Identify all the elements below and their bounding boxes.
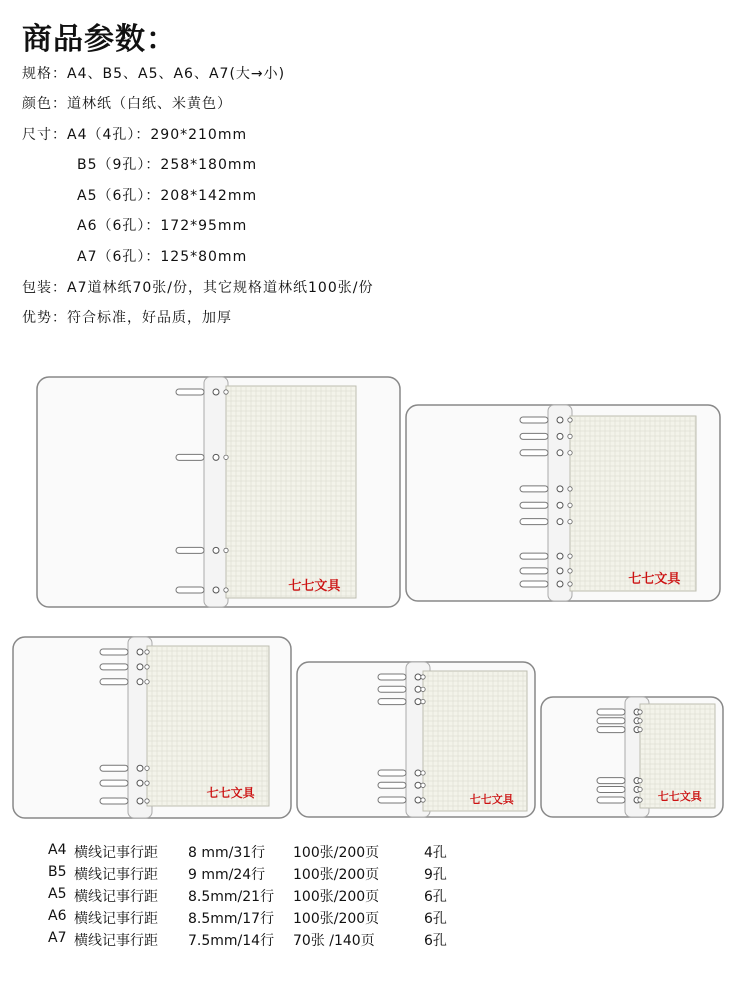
punch-hole [421,798,425,802]
binder-ring [520,450,548,456]
table-cell-sheets: 100张/200页 [293,911,380,927]
page-title: 商品参数： [22,22,177,57]
binder-ring [176,454,204,460]
binder-ring [100,649,128,655]
brand-label: 七七文具 [288,578,341,594]
punch-hole [638,719,642,723]
punch-hole [224,390,228,394]
table-cell-desc: 横线记事行距 [74,911,158,927]
binder-ring [597,786,625,792]
table-cell-holes: 4孔 [424,845,447,861]
punch-hole [568,418,572,422]
punch-hole [638,787,642,791]
punch-hole [145,781,149,785]
table-cell-holes: 6孔 [424,911,447,927]
spec-color: 颜色：道林纸（白纸、米黄色） [22,96,232,112]
punch-hole [568,569,572,573]
binder-a5 [12,636,292,819]
binder-ring [378,797,406,803]
ring-post [557,581,563,587]
binder-ring [100,765,128,771]
binder-ring [378,674,406,680]
spec-dims-a7: A7（6孔）：125*80mm [77,249,248,265]
table-cell-desc: 横线记事行距 [74,889,158,905]
ring-post [415,674,421,680]
table-cell-desc: 横线记事行距 [74,933,158,949]
ring-post [213,547,219,553]
punch-hole [638,727,642,731]
binder-ring [520,553,548,559]
binder-a7 [540,696,724,818]
ring-post [415,699,421,705]
punch-hole [421,771,425,775]
binder-ring [378,770,406,776]
punch-hole [638,798,642,802]
table-cell-spacing: 8 mm/31行 [188,845,266,861]
binder-ring [597,709,625,715]
binder-ring [176,389,204,395]
ring-post [557,553,563,559]
punch-hole [568,519,572,523]
punch-hole [638,710,642,714]
table-cell-spacing: 8.5mm/17行 [188,911,275,927]
binder-ring [597,778,625,784]
punch-hole [568,582,572,586]
binder-b5 [405,404,721,602]
table-cell-holes: 6孔 [424,933,447,949]
binder-ring [520,417,548,423]
punch-hole [568,451,572,455]
table-cell-size: A6 [48,908,67,924]
table-cell-size: B5 [48,864,67,880]
table-cell-holes: 6孔 [424,889,447,905]
binder-a4 [36,376,401,608]
punch-hole [145,650,149,654]
table-cell-spacing: 9 mm/24行 [188,867,266,883]
binder-ring [597,718,625,724]
ring-post [137,664,143,670]
ring-post [557,433,563,439]
binder-ring [100,780,128,786]
punch-hole [421,687,425,691]
table-cell-sheets: 70张 /140页 [293,933,375,949]
table-cell-size: A4 [48,842,67,858]
brand-label: 七七文具 [206,786,255,801]
spec-size: 规格：A4、B5、A5、A6、A7(大→小) [22,66,286,82]
binder-ring [378,782,406,788]
binder-spine [204,377,228,607]
ring-post [557,568,563,574]
table-cell-sheets: 100张/200页 [293,889,380,905]
punch-hole [568,503,572,507]
binder-a6 [296,661,536,818]
punch-hole [638,778,642,782]
ring-post [557,486,563,492]
punch-hole [568,487,572,491]
paper-sheet [570,416,696,591]
ring-post [415,770,421,776]
spec-packing: 包装：A7道林纸70张/份，其它规格道林纸100张/份 [22,280,374,296]
binder-ring [597,797,625,803]
ring-post [557,502,563,508]
brand-label: 七七文具 [628,571,681,587]
binder-ring [520,568,548,574]
binder-ring [100,679,128,685]
binder-ring [520,502,548,508]
table-cell-spacing: 8.5mm/21行 [188,889,275,905]
ring-post [415,686,421,692]
spec-dims-a5: A5（6孔）：208*142mm [77,188,258,204]
ring-post [557,519,563,525]
binder-ring [597,727,625,733]
table-cell-size: A7 [48,930,67,946]
ring-post [557,450,563,456]
ring-post [213,454,219,460]
table-cell-desc: 横线记事行距 [74,845,158,861]
binder-drawing [36,376,401,608]
brand-label: 七七文具 [469,793,514,807]
ring-post [137,780,143,786]
table-cell-desc: 横线记事行距 [74,867,158,883]
binder-ring [100,664,128,670]
punch-hole [568,434,572,438]
table-cell-holes: 9孔 [424,867,447,883]
binder-ring [176,547,204,553]
table-cell-sheets: 100张/200页 [293,867,380,883]
punch-hole [224,548,228,552]
spec-dims-a4: 尺寸：A4（4孔）：290*210mm [22,127,248,143]
punch-hole [224,455,228,459]
ring-post [557,417,563,423]
punch-hole [224,588,228,592]
binder-ring [520,486,548,492]
binder-ring [520,433,548,439]
binder-ring [176,587,204,593]
brand-label: 七七文具 [657,790,702,804]
punch-hole [145,799,149,803]
punch-hole [568,554,572,558]
ring-post [137,798,143,804]
binder-ring [100,798,128,804]
ring-post [415,782,421,788]
punch-hole [145,766,149,770]
spec-advantage: 优势：符合标准，好品质，加厚 [22,310,232,326]
table-cell-size: A5 [48,886,67,902]
punch-hole [421,699,425,703]
table-cell-spacing: 7.5mm/14行 [188,933,275,949]
ring-post [137,765,143,771]
ring-post [213,587,219,593]
binder-ring [378,699,406,705]
binder-ring [520,581,548,587]
table-cell-sheets: 100张/200页 [293,845,380,861]
binder-ring [520,519,548,525]
punch-hole [145,680,149,684]
ring-post [213,389,219,395]
punch-hole [421,675,425,679]
ring-post [137,649,143,655]
binder-ring [378,686,406,692]
spec-dims-a6: A6（6孔）：172*95mm [77,218,248,234]
punch-hole [145,665,149,669]
ring-post [137,679,143,685]
spec-dims-b5: B5（9孔）：258*180mm [77,157,258,173]
ring-post [415,797,421,803]
punch-hole [421,783,425,787]
